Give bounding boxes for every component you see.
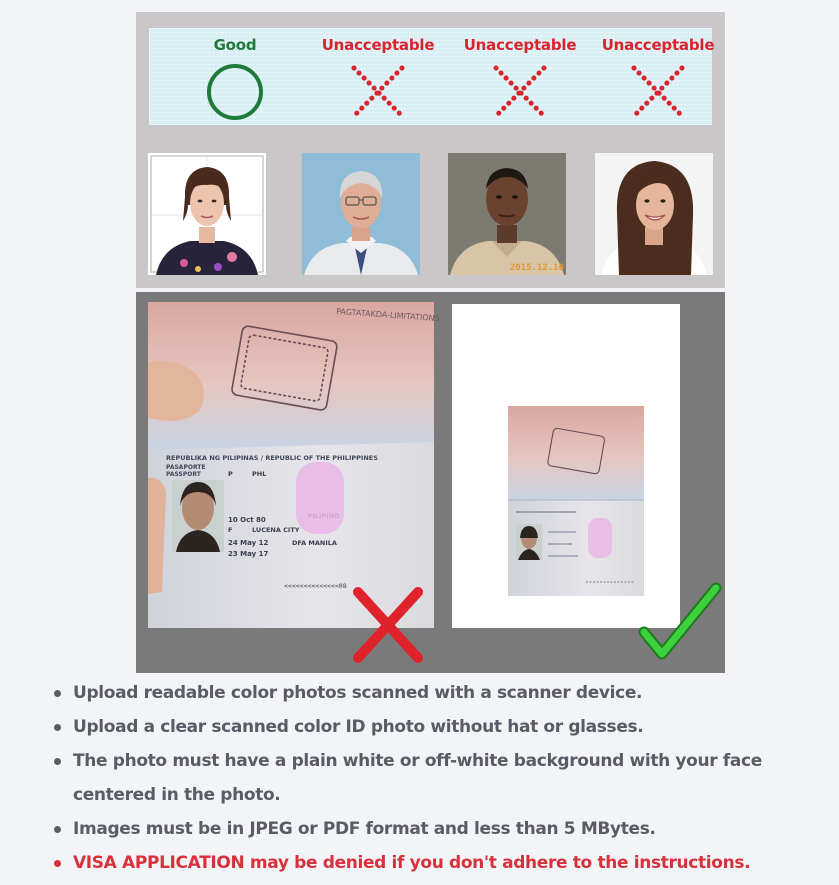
doc-type-en-text: PASSPORT (166, 471, 201, 478)
unacceptable-label: Unacceptable (321, 36, 435, 54)
field-issue-date: 24 May 12 (228, 539, 269, 547)
photo-date-stamp: 2015.12.10 (509, 263, 564, 273)
dotted-x-icon (450, 62, 590, 122)
dotted-x-icon (588, 62, 728, 122)
good-label: Good (213, 36, 257, 54)
good-passport-scan (452, 304, 716, 654)
instruction-item: Upload readable color photos scanned with a scanner device. (52, 676, 812, 710)
legend-good (165, 28, 305, 125)
field-authority: DFA MANILA (292, 539, 337, 547)
instruction-item: Images must be in JPEG or PDF format and less than 5 MBytes. (52, 812, 812, 846)
bad-passport-photo (148, 302, 440, 658)
sample-photo-unacceptable-smile (595, 153, 713, 275)
field-sex: F (228, 526, 233, 534)
sample-photo-unacceptable-background (302, 153, 420, 275)
legend-unacceptable-3 (588, 28, 728, 125)
legend-unacceptable-1 (308, 28, 448, 125)
legend-unacceptable-2 (450, 28, 590, 125)
field-type: P (228, 470, 233, 478)
sample-photo-unacceptable-dark (448, 153, 566, 275)
field-mrz: <<<<<<<<<<<<<<08 (284, 582, 347, 590)
unacceptable-label: Unacceptable (463, 36, 577, 54)
denial-warning: VISA APPLICATION may be denied if you don't adhere to the instructions. (52, 846, 812, 880)
stamp-header-text: PAGTATAKDA-LIMITATIONS (335, 307, 440, 324)
field-place-of-birth: LUCENA CITY (252, 526, 300, 534)
country-line-text: REPUBLIKA NG PILIPINAS / REPUBLIC OF THE PHILIPPINES (166, 454, 378, 462)
sample-photo-good (148, 153, 266, 275)
verdict-legend (149, 28, 715, 125)
dotted-x-icon (308, 62, 448, 122)
photo-requirements-figure (136, 12, 725, 288)
field-date-of-birth: 10 Oct 80 (228, 516, 266, 524)
passport-scan-figure (136, 292, 725, 673)
circle-icon (165, 62, 305, 122)
instruction-item: Upload a clear scanned color ID photo without hat or glasses. (52, 710, 812, 744)
field-code: PHL (252, 470, 267, 478)
doc-type-text: PASAPORTE (166, 464, 206, 471)
instruction-item: The photo must have a plain white or off-white background with your face centered in the photo. (52, 744, 812, 812)
unacceptable-label: Unacceptable (601, 36, 715, 54)
field-expiry-date: 23 May 17 (228, 550, 269, 558)
passport-comparison-illustration (136, 292, 725, 673)
upload-instructions-list (52, 676, 812, 880)
